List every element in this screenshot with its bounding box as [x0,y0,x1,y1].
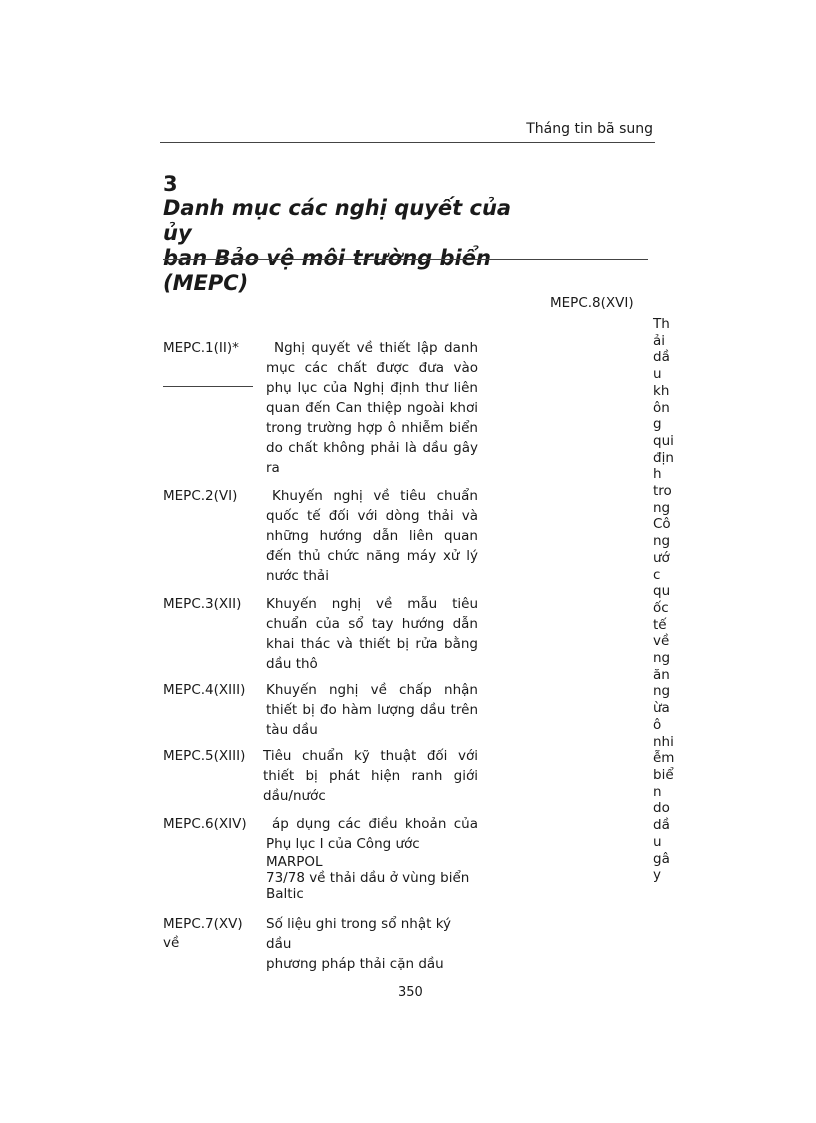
side-description-fragment: qu [653,583,671,600]
side-description-fragment: n [653,783,662,800]
resolution-description: áp dụng các điều khoản của Phụ lục I của Công ước [266,816,478,852]
chapter-title-line: ban Bảo vệ môi trường biển [163,246,491,270]
running-header: Tháng tin bã sung [526,121,653,137]
resolution-description-line: 73/78 về thải dầu ở vùng biển [266,870,470,886]
side-description-fragment: dầ [653,349,670,366]
side-description-fragment: ô [653,716,662,733]
side-description-fragment: ễm [653,750,675,767]
side-description-fragment: kh [653,382,670,399]
resolution-code: MEPC.7(XV) [163,916,243,932]
side-description-fragment: ng [653,533,671,550]
side-description-fragment: ng [653,650,671,667]
resolution-code: MEPC.3(XII) [163,596,242,612]
side-description-fragment: địn [653,449,674,466]
resolution-code: MEPC.1(II)* [163,340,239,356]
title-divider [163,259,648,260]
side-description-fragment: h [653,466,662,483]
page-number: 350 [398,985,423,1000]
resolution-description: Khuyến nghị về mẫu tiêu chuẩn của sổ tay hướng dẫn khai thác và thiết bị rửa bằng dầu thô [266,596,478,672]
side-description-fragment: ăn [653,666,670,683]
resolution-description: Nghị quyết về thiết lập danh mục các chất được đưa vào phụ lục của Nghị định thư liên quan đến Can thiệp ngoài khơi trong trường hợp ô nhiễm biển do chất không phải là dầu gây ra [266,340,478,476]
side-description-fragment: do [653,800,670,817]
resolution-code: MEPC.2(VI) [163,488,238,504]
side-description-fragment: g [653,416,662,433]
chapter-title-line: (MEPC) [163,271,249,295]
side-description-fragment: ng [653,683,671,700]
entry-divider [163,386,253,387]
side-description-fragment: biể [653,766,674,783]
resolution-description: Số liệu ghi trong sổ nhật ký dầu [266,916,452,952]
resolution-code: MEPC.5(XIII) [163,748,246,764]
side-description-fragment: ừa [653,700,670,717]
resolution-code: MEPC.4(XIII) [163,682,246,698]
side-description-fragment: y [653,867,661,884]
chapter-number: 3 [163,172,178,196]
resolution-description-line: phương pháp thải cặn dầu [266,956,444,972]
side-description-fragment: u [653,366,662,383]
side-description-fragment: tro [653,483,672,500]
side-description-fragment: gâ [653,850,670,867]
resolution-description: Tiêu chuẩn kỹ thuật đối với thiết bị phát hiện ranh giới dầu/nước [263,748,478,804]
resolution-code-continuation: về [163,935,180,951]
side-description-fragment: ôn [653,399,670,416]
side-description-fragment: về [653,633,670,650]
side-description-fragment: ải [653,332,666,349]
side-description-fragment: Cô [653,516,671,533]
resolution-code: MEPC.6(XIV) [163,816,247,832]
side-description-fragment: qui [653,432,674,449]
resolution-description-line: MARPOL [266,854,323,870]
resolution-code-side: MEPC.8(XVI) [550,295,634,311]
resolution-description-line: Baltic [266,886,304,902]
header-divider [160,142,655,143]
side-description-fragment: tế [653,616,667,633]
chapter-title [163,196,523,296]
resolution-description: Khuyến nghị về chấp nhận thiết bị đo hàm lượng dầu trên tàu dầu [266,682,478,738]
side-description-fragment: ng [653,499,671,516]
chapter-title-line: Danh mục các nghị quyết của ủy [163,196,512,245]
side-description-fragment: nhi [653,733,674,750]
side-description-fragment: c [653,566,661,583]
side-description-column [653,316,677,884]
side-description-fragment: u [653,833,662,850]
resolution-description: Khuyến nghị về tiêu chuẩn quốc tế đối với dòng thải và những hướng dẫn liên quan đến thủ chức năng máy xử lý nước thải [266,488,478,584]
side-description-fragment: ướ [653,549,670,566]
side-description-fragment: ốc [653,599,669,616]
side-description-fragment: dầ [653,817,670,834]
side-description-fragment: Th [653,316,670,332]
